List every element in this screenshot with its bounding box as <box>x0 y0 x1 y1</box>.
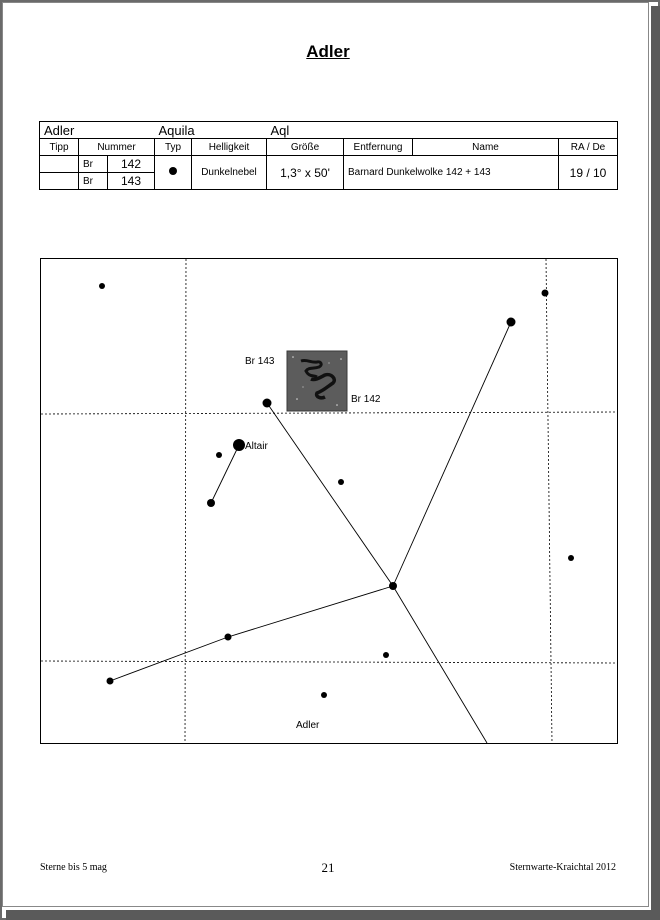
star <box>263 399 272 408</box>
star <box>568 555 574 561</box>
page-number: 21 <box>321 860 335 875</box>
col-entfernung: Entfernung <box>344 139 413 156</box>
table-header-row <box>40 122 618 139</box>
catalog-cell: Br <box>79 156 108 173</box>
tipp-cell <box>40 156 79 173</box>
table-row <box>40 156 618 173</box>
col-helligkeit: Helligkeit <box>192 139 267 156</box>
col-name: Name <box>413 139 559 156</box>
type-cell <box>155 156 192 190</box>
star-chart-canvas <box>41 259 617 743</box>
star <box>338 479 344 485</box>
star <box>216 452 222 458</box>
dark-nebula-image <box>287 351 347 411</box>
col-typ: Typ <box>155 139 192 156</box>
star <box>207 499 215 507</box>
col-groesse: Größe <box>267 139 344 156</box>
constellation-abbrev: Aql <box>267 122 618 139</box>
tipp-cell <box>40 173 79 190</box>
star <box>383 652 389 658</box>
grid-line <box>41 412 617 414</box>
constellation-line <box>267 403 393 586</box>
col-nummer: Nummer <box>79 139 155 156</box>
constellation-line <box>110 637 228 681</box>
grid-line <box>546 259 552 743</box>
page-title: Adler <box>306 42 350 61</box>
star <box>107 678 114 685</box>
label-br142: Br 142 <box>351 394 381 405</box>
star <box>225 634 232 641</box>
catalog-cell: Br <box>79 173 108 190</box>
star <box>99 283 105 289</box>
table-columns-row <box>40 139 618 156</box>
label-constellation: Adler <box>296 720 320 731</box>
footer-right: Sternwarte-Kraichtal 2012 <box>509 862 616 873</box>
star-chart <box>40 258 618 744</box>
number-cell: 142 <box>108 156 155 173</box>
star <box>389 582 397 590</box>
ra-de-cell: 19 / 10 <box>559 156 618 190</box>
star <box>321 692 327 698</box>
constellation-latin-name: Aquila <box>155 122 267 139</box>
star-altair <box>233 439 245 451</box>
constellation-line <box>228 586 393 637</box>
col-ra-de: RA / De <box>559 139 618 156</box>
page-shadow-right <box>651 6 660 920</box>
label-br143: Br 143 <box>245 356 275 367</box>
constellation-line <box>393 322 511 586</box>
constellation-line <box>393 586 487 743</box>
footer-left: Sterne bis 5 mag <box>40 862 107 873</box>
name-cell: Barnard Dunkelwolke 142 + 143 <box>344 156 559 190</box>
filled-circle-icon <box>169 167 177 175</box>
helligkeit-cell: Dunkelnebel <box>192 156 267 190</box>
grid-line <box>41 661 617 663</box>
number-cell: 143 <box>108 173 155 190</box>
constellation-german-name: Adler <box>40 122 155 139</box>
star <box>542 290 549 297</box>
col-tipp: Tipp <box>40 139 79 156</box>
groesse-cell: 1,3° x 50' <box>267 156 344 190</box>
page-shadow-bottom <box>6 910 660 920</box>
star <box>507 318 516 327</box>
constellation-line <box>211 445 239 503</box>
object-info-table <box>39 121 618 190</box>
grid-line <box>185 259 186 743</box>
label-altair: Altair <box>245 441 268 452</box>
